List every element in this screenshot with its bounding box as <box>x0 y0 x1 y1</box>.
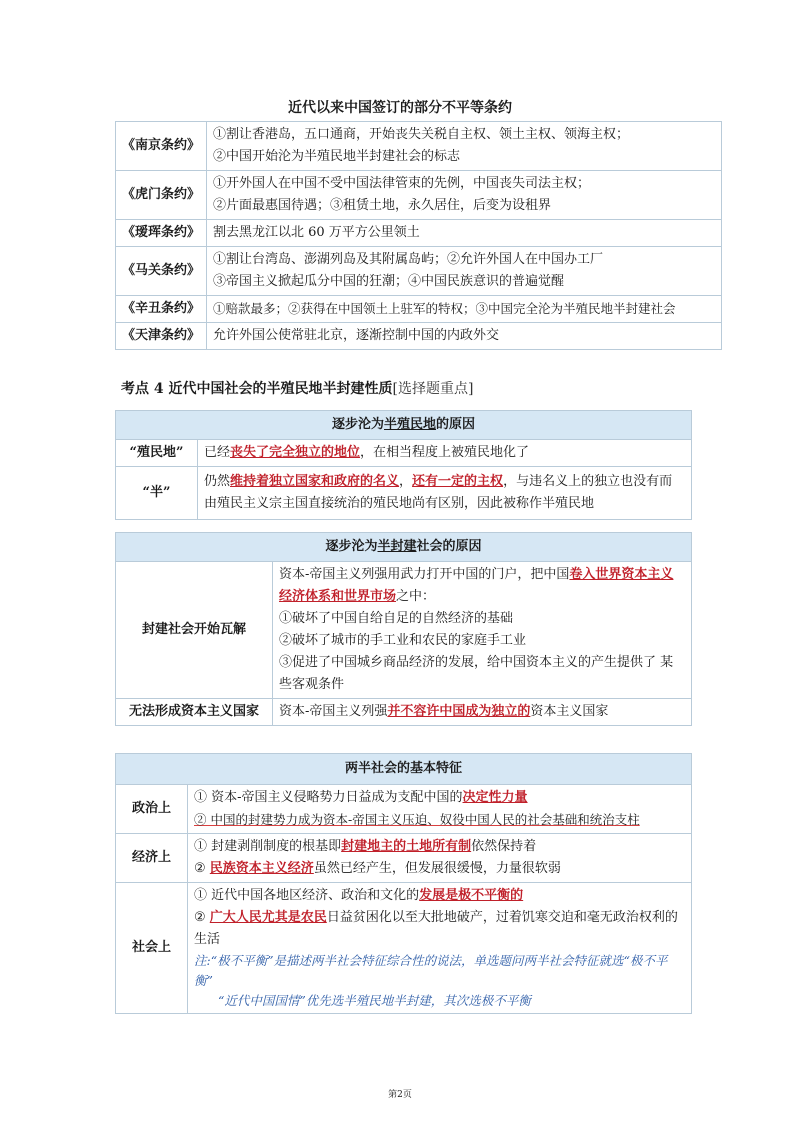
treaty-table <box>115 121 722 350</box>
row-label: “半” <box>116 467 198 520</box>
row-content: 已经丧失了完全独立的地位，在相当程度上被殖民地化了 <box>198 440 692 467</box>
row-content: ① 近代中国各地区经济、政治和文化的发展是极不平衡的 ② 广大人民尤其是农民日益贫困化以至大批地破产，过着饥寒交迫和毫无政治权利的生活 注:“极不平衡”是描述两半社会特征综合性的说法，单选题问两半社会特征就选“极不平衡” “近代中国国情”优先选半殖民地半封建，其次选极不平衡 <box>188 883 692 1014</box>
row-label: 社会上 <box>116 883 188 1014</box>
table-row <box>116 699 692 726</box>
row-content: 资本-帝国主义列强并不容许中国成为独立的资本主义国家 <box>273 699 692 726</box>
row-label: 封建社会开始瓦解 <box>116 562 273 699</box>
semi-feudal-table <box>115 532 692 726</box>
row-label: 经济上 <box>116 834 188 883</box>
note: 注:“极不平衡”是描述两半社会特征综合性的说法，单选题问两半社会特征就选“极不平衡” <box>194 953 668 988</box>
table-row <box>116 171 722 220</box>
table-row <box>116 220 722 247</box>
treaty-table-title: 近代以来中国签订的部分不平等条约 <box>288 100 512 116</box>
table-header: 逐步沦为半殖民地的原因 <box>116 411 692 440</box>
table-row <box>116 440 692 467</box>
treaty-name: 《虎门条约》 <box>116 171 207 220</box>
table-header: 逐步沦为半封建社会的原因 <box>116 533 692 562</box>
treaty-content: 割去黑龙江以北 60 万平方公里领土 <box>207 220 722 247</box>
row-label: “殖民地” <box>116 440 198 467</box>
treaty-content: ①赔款最多；②获得在中国领土上驻军的特权；③中国完全沦为半殖民地半封建社会 <box>207 296 722 323</box>
row-label: 政治上 <box>116 785 188 834</box>
section-heading: 考点 4 近代中国社会的半殖民地半封建性质[选择题重点] <box>121 381 474 397</box>
table-row <box>116 883 692 1014</box>
treaty-content: 允许外国公使常驻北京，逐渐控制中国的内政外交 <box>207 323 722 350</box>
row-content: ① 资本-帝国主义侵略势力日益成为支配中国的决定性力量 ② 中国的封建势力成为资本-帝国主义压迫、奴役中国人民的社会基础和统治支柱 <box>188 785 692 834</box>
treaty-content: ①割让台湾岛、澎湖列岛及其附属岛屿；②允许外国人在中国办工厂 ③帝国主义掀起瓜分中国的狂潮；④中国民族意识的普遍觉醒 <box>207 247 722 296</box>
row-label: 无法形成资本主义国家 <box>116 699 273 726</box>
table-row <box>116 834 692 883</box>
table-header: 两半社会的基本特征 <box>116 754 692 785</box>
table-row <box>116 296 722 323</box>
table-row <box>116 562 692 699</box>
row-content: 仍然维持着独立国家和政府的名义，还有一定的主权，与违名义上的独立也没有而由殖民主义宗主国直接统治的殖民地尚有区别，因此被称作半殖民地 <box>198 467 692 520</box>
features-table <box>115 753 692 1014</box>
table-row <box>116 122 722 171</box>
table-row <box>116 323 722 350</box>
row-content: 资本-帝国主义列强用武力打开中国的门户，把中国卷入世界资本主义经济体系和世界市场之中： ①破坏了中国自给自足的自然经济的基础 ②破坏了城市的手工业和农民的家庭手工业 ③促进了中国城乡商品经济的发展，给中国资本主义的产生提供了 某些客观条件 <box>273 562 692 699</box>
treaty-name: 《瑷珲条约》 <box>116 220 207 247</box>
note: “近代中国国情”优先选半殖民地半封建，其次选极不平衡 <box>218 993 531 1008</box>
semi-colonial-table <box>115 410 692 520</box>
treaty-content: ①开外国人在中国不受中国法律管束的先例，中国丧失司法主权； ②片面最惠国待遇；③租赁土地，永久居住，后变为设租界 <box>207 171 722 220</box>
table-row <box>116 785 692 834</box>
page-number: 第2页 <box>388 1090 412 1100</box>
row-content: ① 封建剥削制度的根基即封建地主的土地所有制依然保持着 ② 民族资本主义经济虽然已经产生，但发展很缓慢，力量很软弱 <box>188 834 692 883</box>
treaty-name: 《天津条约》 <box>116 323 207 350</box>
treaty-name: 《辛丑条约》 <box>116 296 207 323</box>
table-row <box>116 247 722 296</box>
treaty-content: ①割让香港岛，五口通商，开始丧失关税自主权、领土主权、领海主权； ②中国开始沦为半殖民地半封建社会的标志 <box>207 122 722 171</box>
treaty-name: 《南京条约》 <box>116 122 207 171</box>
table-row <box>116 467 692 520</box>
treaty-name: 《马关条约》 <box>116 247 207 296</box>
